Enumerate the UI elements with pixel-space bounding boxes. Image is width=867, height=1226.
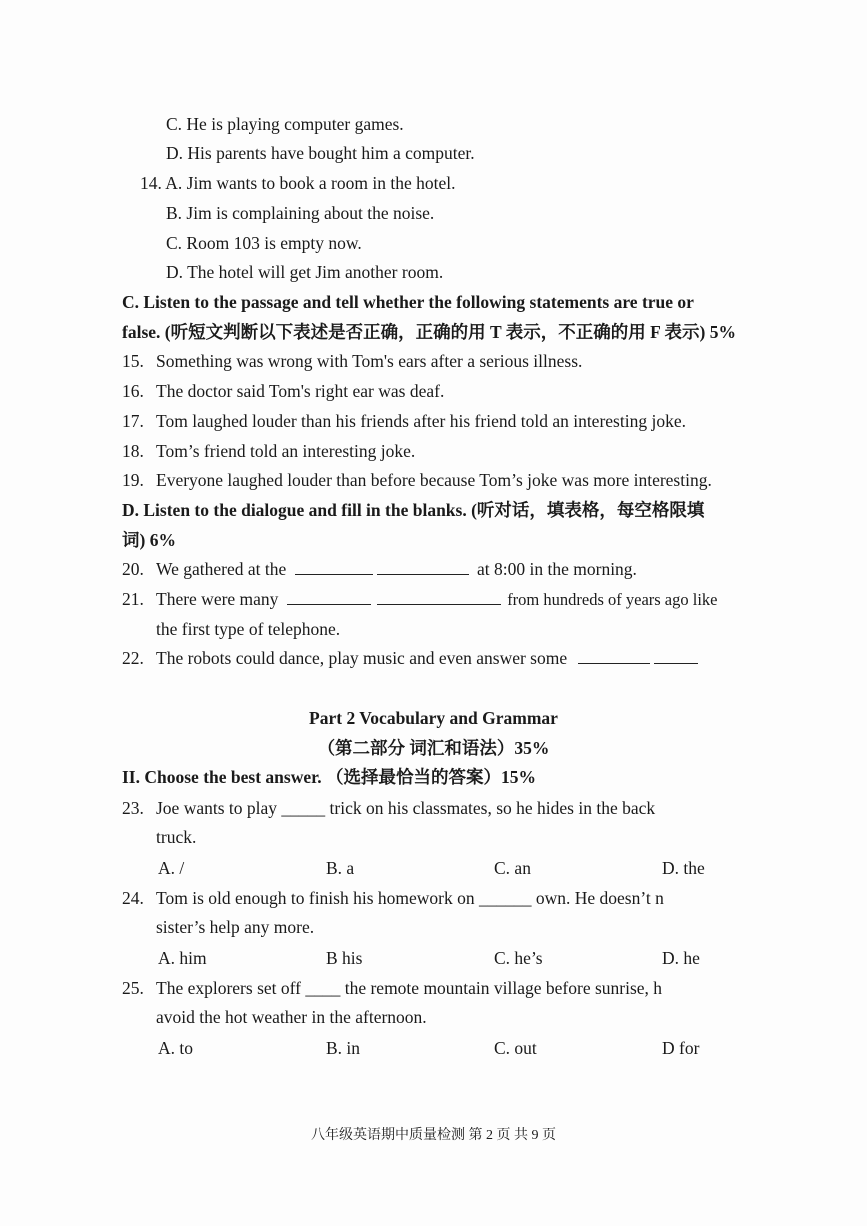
statement-number: 19. bbox=[122, 470, 144, 490]
mcq-25-option-c[interactable]: C. out bbox=[494, 1038, 537, 1058]
q14-option-a: 14. A. Jim wants to book a room in the hotel. bbox=[140, 173, 456, 193]
statement-number: 15. bbox=[122, 351, 144, 371]
answer-blank[interactable] bbox=[654, 648, 698, 664]
question-text: Joe wants to play _____ trick on his classmates, so he hides in the back bbox=[156, 798, 656, 818]
statement-number: 17. bbox=[122, 411, 144, 431]
statement-17 bbox=[122, 410, 686, 432]
part2-title: Part 2 Vocabulary and Grammar bbox=[309, 708, 558, 728]
answer-blank[interactable] bbox=[578, 648, 650, 664]
fill-text: We gathered at the bbox=[156, 559, 287, 579]
fill-21-cont: the first type of telephone. bbox=[156, 619, 341, 639]
question-number: 22. bbox=[122, 648, 144, 668]
mcq-23-option-a[interactable]: A. / bbox=[158, 858, 185, 878]
answer-blank[interactable] bbox=[295, 559, 373, 575]
section-d-heading: D. Listen to the dialogue and fill in the blanks. (听对话，填表格，每空格限填 bbox=[122, 500, 705, 520]
statement-text: Something was wrong with Tom's ears after a serious illness. bbox=[156, 351, 583, 371]
mcq-24-option-a[interactable]: A. him bbox=[158, 948, 207, 968]
fill-text: from hundreds of years ago like bbox=[507, 590, 718, 609]
mcq-23-option-b[interactable]: B. a bbox=[326, 858, 355, 878]
q13-option-c: C. He is playing computer games. bbox=[166, 114, 404, 134]
section-ii-heading: II. Choose the best answer. （选择最恰当的答案）15% bbox=[122, 767, 537, 787]
statement-text: Tom laughed louder than his friends after his friend told an interesting joke. bbox=[156, 411, 686, 431]
statement-19 bbox=[122, 469, 712, 491]
q14-option-d: D. The hotel will get Jim another room. bbox=[166, 262, 444, 282]
mcq-23-option-d[interactable]: D. the bbox=[662, 858, 705, 878]
statement-text: The doctor said Tom's right ear was deaf. bbox=[156, 381, 445, 401]
section-c-heading: C. Listen to the passage and tell whether the following statements are true or bbox=[122, 292, 694, 312]
mcq-24-option-b[interactable]: B his bbox=[326, 948, 363, 968]
mcq-25-option-a[interactable]: A. to bbox=[158, 1038, 193, 1058]
mcq-25 bbox=[122, 977, 662, 999]
q13-option-d: D. His parents have bought him a computer. bbox=[166, 143, 475, 163]
mcq-23-cont: truck. bbox=[156, 827, 197, 847]
statement-18 bbox=[122, 440, 415, 462]
q14-option-c: C. Room 103 is empty now. bbox=[166, 233, 362, 253]
statement-16 bbox=[122, 380, 444, 402]
section-d-heading-cont: 词) 6% bbox=[122, 530, 176, 550]
mcq-23 bbox=[122, 797, 655, 819]
mcq-24-option-c[interactable]: C. he’s bbox=[494, 948, 543, 968]
answer-blank[interactable] bbox=[377, 589, 501, 605]
question-number: 25. bbox=[122, 978, 144, 998]
statement-number: 16. bbox=[122, 381, 144, 401]
mcq-24 bbox=[122, 887, 664, 909]
question-number: 23. bbox=[122, 798, 144, 818]
fill-text: The robots could dance, play music and even answer some bbox=[156, 648, 568, 668]
statement-text: Everyone laughed louder than before because Tom’s joke was more interesting. bbox=[156, 470, 712, 490]
question-number: 21. bbox=[122, 589, 144, 609]
answer-blank[interactable] bbox=[287, 589, 371, 605]
fill-text: at 8:00 in the morning. bbox=[477, 559, 637, 579]
question-text: The explorers set off ____ the remote mountain village before sunrise, h bbox=[156, 978, 663, 998]
statement-number: 18. bbox=[122, 441, 144, 461]
part2-subtitle: （第二部分 词汇和语法）35% bbox=[317, 738, 550, 758]
fill-20 bbox=[122, 558, 637, 580]
fill-22 bbox=[122, 647, 698, 669]
answer-blank[interactable] bbox=[377, 559, 469, 575]
fill-text: There were many bbox=[156, 589, 279, 609]
statement-15 bbox=[122, 350, 582, 372]
mcq-25-option-d[interactable]: D for bbox=[662, 1038, 700, 1058]
q14-option-b: B. Jim is complaining about the noise. bbox=[166, 203, 435, 223]
page-footer: 八年级英语期中质量检测 第 2 页 共 9 页 bbox=[311, 1128, 556, 1143]
question-number: 20. bbox=[122, 559, 144, 579]
statement-text: Tom’s friend told an interesting joke. bbox=[156, 441, 416, 461]
question-number: 24. bbox=[122, 888, 144, 908]
section-c-heading-cont: false. (听短文判断以下表述是否正确，正确的用 T 表示，不正确的用 F 表示) 5% bbox=[122, 322, 736, 342]
fill-21 bbox=[122, 588, 718, 611]
mcq-25-cont: avoid the hot weather in the afternoon. bbox=[156, 1007, 427, 1027]
mcq-23-option-c[interactable]: C. an bbox=[494, 858, 531, 878]
mcq-25-option-b[interactable]: B. in bbox=[326, 1038, 361, 1058]
mcq-24-option-d[interactable]: D. he bbox=[662, 948, 700, 968]
mcq-24-cont: sister’s help any more. bbox=[156, 917, 315, 937]
question-text: Tom is old enough to finish his homework on ______ own. He doesn’t n bbox=[156, 888, 664, 908]
